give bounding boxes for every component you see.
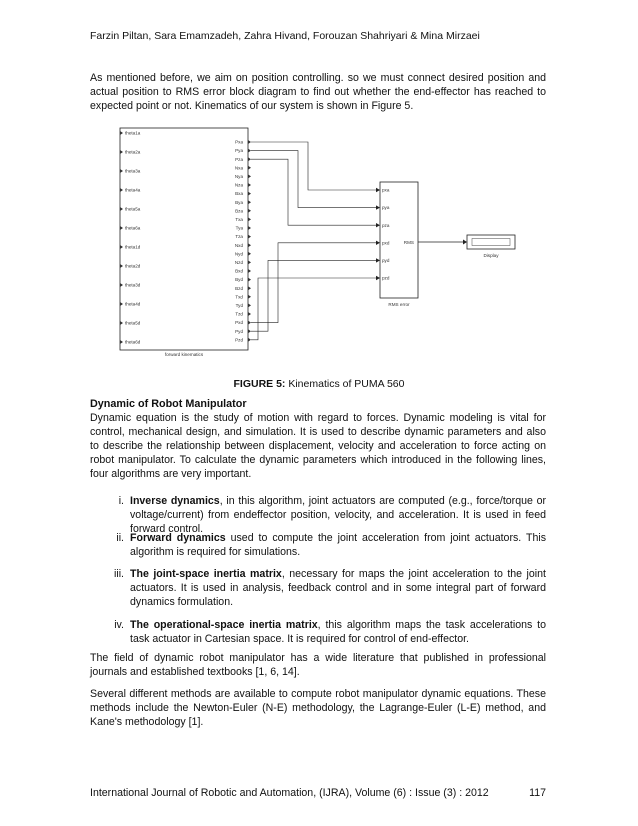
input-port-label: theta5a (125, 206, 141, 212)
output-port-label: Byd (235, 277, 243, 283)
figure-caption-text: Kinematics of PUMA 560 (285, 378, 405, 390)
output-port-label: Nya (234, 174, 243, 179)
signal-wire-arrow (376, 258, 380, 262)
page-number: 117 (529, 787, 546, 799)
algorithm-list-item (96, 494, 546, 536)
section-body-paragraph: Dynamic equation is the study of motion with regard to forces. Dynamic modeling is vital for control, mechanical design, and simulation. It is used to describe dynamic parameters and also to describe the relationship between displacement, velocity and acceleration to force acting on robot manipulator. To calculate the dynamic parameters which introduced in the following lines, four algorithms are very important. (90, 412, 546, 480)
literature-paragraph: The field of dynamic robot manipulator has a wide literature that published in professional journals and established textbooks [1, 6, 14]. (90, 652, 546, 678)
intro-paragraph: As mentioned before, we aim on position controlling. so we must connect desired position and actual position to RMS error block diagram to find out whether the end-effector has reached to expected point or not. Kinematics of our system is shown in Figure 5. (90, 72, 546, 112)
signal-wire (251, 142, 376, 190)
rms-output-label: RMS (403, 240, 414, 245)
output-port-marker (248, 192, 251, 196)
input-port-label: theta2a (125, 149, 141, 155)
input-port-marker (120, 283, 123, 287)
rms-input-label: pyd (382, 258, 390, 263)
algorithm-list-item (96, 567, 546, 609)
output-port-label: Tyd (235, 303, 243, 308)
output-port-label: Bzd (235, 285, 243, 291)
output-port-marker (248, 303, 251, 307)
output-port-marker (248, 209, 251, 213)
input-port-label: theta3a (125, 168, 141, 174)
methods-paragraph: Several different methods are available to compute robot manipulator dynamic equations. These methods include the Newton-Euler (N-E) methodology, the Lagrange-Euler (L-E) method, and Kane's methodology [1]. (90, 688, 546, 728)
output-port-marker (248, 295, 251, 299)
rms-error-label: RMS error (388, 302, 410, 307)
output-port-marker (248, 226, 251, 230)
output-port-label: Txd (235, 294, 243, 300)
journal-citation: International Journal of Robotic and Automation, (IJRA), Volume (6) : Issue (3) : 2012 (90, 787, 489, 799)
output-port-label: Bxa (235, 191, 243, 197)
output-port-marker (248, 260, 251, 264)
output-port-label: Pya (235, 148, 243, 154)
output-port-label: Bza (235, 208, 243, 214)
output-port-marker (248, 329, 251, 333)
output-port-marker (248, 140, 251, 144)
input-port-marker (120, 188, 123, 192)
display-label: Display (483, 253, 499, 258)
section-heading: Dynamic of Robot Manipulator (90, 398, 247, 410)
algorithm-description: , in this algorithm, joint actuators are computed (e.g., force/torque or voltage/current) from endeffector position, velocity, and acceleration. It is used in feed forward control. (130, 495, 547, 535)
page-footer (90, 787, 546, 799)
output-port-label: Txa (235, 217, 243, 222)
signal-wire-arrow (376, 205, 380, 209)
output-port-marker (248, 252, 251, 256)
input-port-marker (120, 264, 123, 268)
output-port-label: Pxa (235, 139, 243, 145)
figure-5-simulink-diagram (118, 126, 532, 360)
output-port-marker (248, 157, 251, 161)
output-port-marker (248, 200, 251, 204)
output-port-marker (248, 312, 251, 316)
output-port-label: Nyd (234, 251, 243, 257)
output-port-marker (248, 183, 251, 187)
signal-wire (251, 243, 376, 323)
figure-caption (0, 378, 638, 390)
output-port-label: Bxd (235, 268, 243, 274)
algorithm-term: The joint-space inertia matrix (130, 568, 282, 580)
input-port-marker (120, 302, 123, 306)
signal-wire (251, 278, 376, 340)
list-marker: iii. (113, 568, 124, 580)
input-port-marker (120, 340, 123, 344)
algorithm-list-item (96, 531, 546, 559)
signal-wire-arrow (376, 223, 380, 227)
rms-input-label: pzd (382, 275, 390, 281)
input-port-marker (120, 321, 123, 325)
signal-wire-arrow (376, 241, 380, 245)
display-screen (472, 239, 510, 246)
input-port-label: theta4d (125, 301, 141, 307)
algorithm-term: Inverse dynamics (130, 495, 220, 507)
signal-wire (251, 159, 376, 225)
forward-kinematics-block (120, 128, 248, 350)
input-port-marker (120, 150, 123, 154)
output-port-label: Bya (235, 199, 243, 205)
algorithm-term: The operational-space inertia matrix (130, 619, 318, 631)
output-port-label: Tza (235, 234, 243, 240)
input-port-marker (120, 207, 123, 211)
algorithm-description: , this algorithm maps the task accelerations to task actuator in Cartesian space. It is required for control of end-effector. (130, 619, 546, 645)
kinematics-block-diagram (118, 126, 532, 360)
algorithm-description: used to compute the joint acceleration from joint actuators. This algorithm is required for simulations. (130, 532, 546, 558)
rms-input-label: pya (382, 205, 390, 211)
output-port-marker (248, 269, 251, 273)
output-port-marker (248, 235, 251, 239)
output-port-label: Pxd (235, 320, 243, 326)
output-port-label: Pyd (235, 328, 243, 334)
output-port-marker (248, 166, 251, 170)
input-port-marker (120, 226, 123, 230)
output-port-label: Pza (235, 156, 243, 162)
input-port-marker (120, 169, 123, 173)
algorithm-term: Forward dynamics (130, 532, 226, 544)
output-port-marker (248, 278, 251, 282)
input-port-label: theta6d (125, 339, 141, 345)
input-port-marker (120, 131, 123, 135)
forward-kinematics-label: forward kinematics (164, 352, 204, 357)
output-port-marker (248, 243, 251, 247)
output-port-marker (248, 286, 251, 290)
output-port-marker (248, 321, 251, 325)
output-port-label: Nxa (234, 165, 243, 171)
output-port-label: Nzd (234, 260, 243, 265)
input-port-label: theta1a (125, 130, 141, 136)
output-port-marker (248, 338, 251, 342)
list-marker: iv. (114, 619, 124, 631)
rms-input-label: pza (382, 222, 390, 228)
algorithm-description: , necessary for maps the joint acceleration to the joint actuators. It is used in analysis, feedback control and in some integral part of forward dynamics formulation. (130, 568, 546, 608)
signal-wire (251, 260, 376, 331)
output-port-marker (248, 217, 251, 221)
output-port-label: Tya (235, 225, 243, 231)
output-port-marker (248, 174, 251, 178)
input-port-label: theta3d (125, 282, 141, 288)
list-marker: ii. (116, 532, 124, 544)
rms-input-label: pxd (382, 240, 390, 246)
signal-wire-arrow (376, 276, 380, 280)
input-port-marker (120, 245, 123, 249)
input-port-label: theta2d (125, 263, 141, 269)
output-port-label: Nza (234, 182, 243, 188)
input-port-label: theta4a (125, 187, 141, 193)
signal-wire-arrow (376, 188, 380, 192)
input-port-label: theta1d (125, 244, 141, 250)
figure-caption-label: FIGURE 5: (233, 378, 286, 390)
list-marker: i. (118, 495, 124, 507)
algorithm-list-item (96, 618, 546, 646)
input-port-label: theta6a (125, 225, 141, 231)
output-port-marker (248, 149, 251, 153)
input-port-label: theta5d (125, 320, 141, 326)
rms-to-display-arrow (463, 240, 467, 245)
output-port-label: Pzd (235, 337, 243, 343)
running-header: Farzin Piltan, Sara Emamzadeh, Zahra Hivand, Forouzan Shahriyari & Mina Mirzaei (90, 30, 480, 42)
output-port-label: Tzd (235, 311, 243, 317)
rms-input-label: pxa (382, 187, 390, 193)
output-port-label: Nxd (234, 242, 243, 248)
